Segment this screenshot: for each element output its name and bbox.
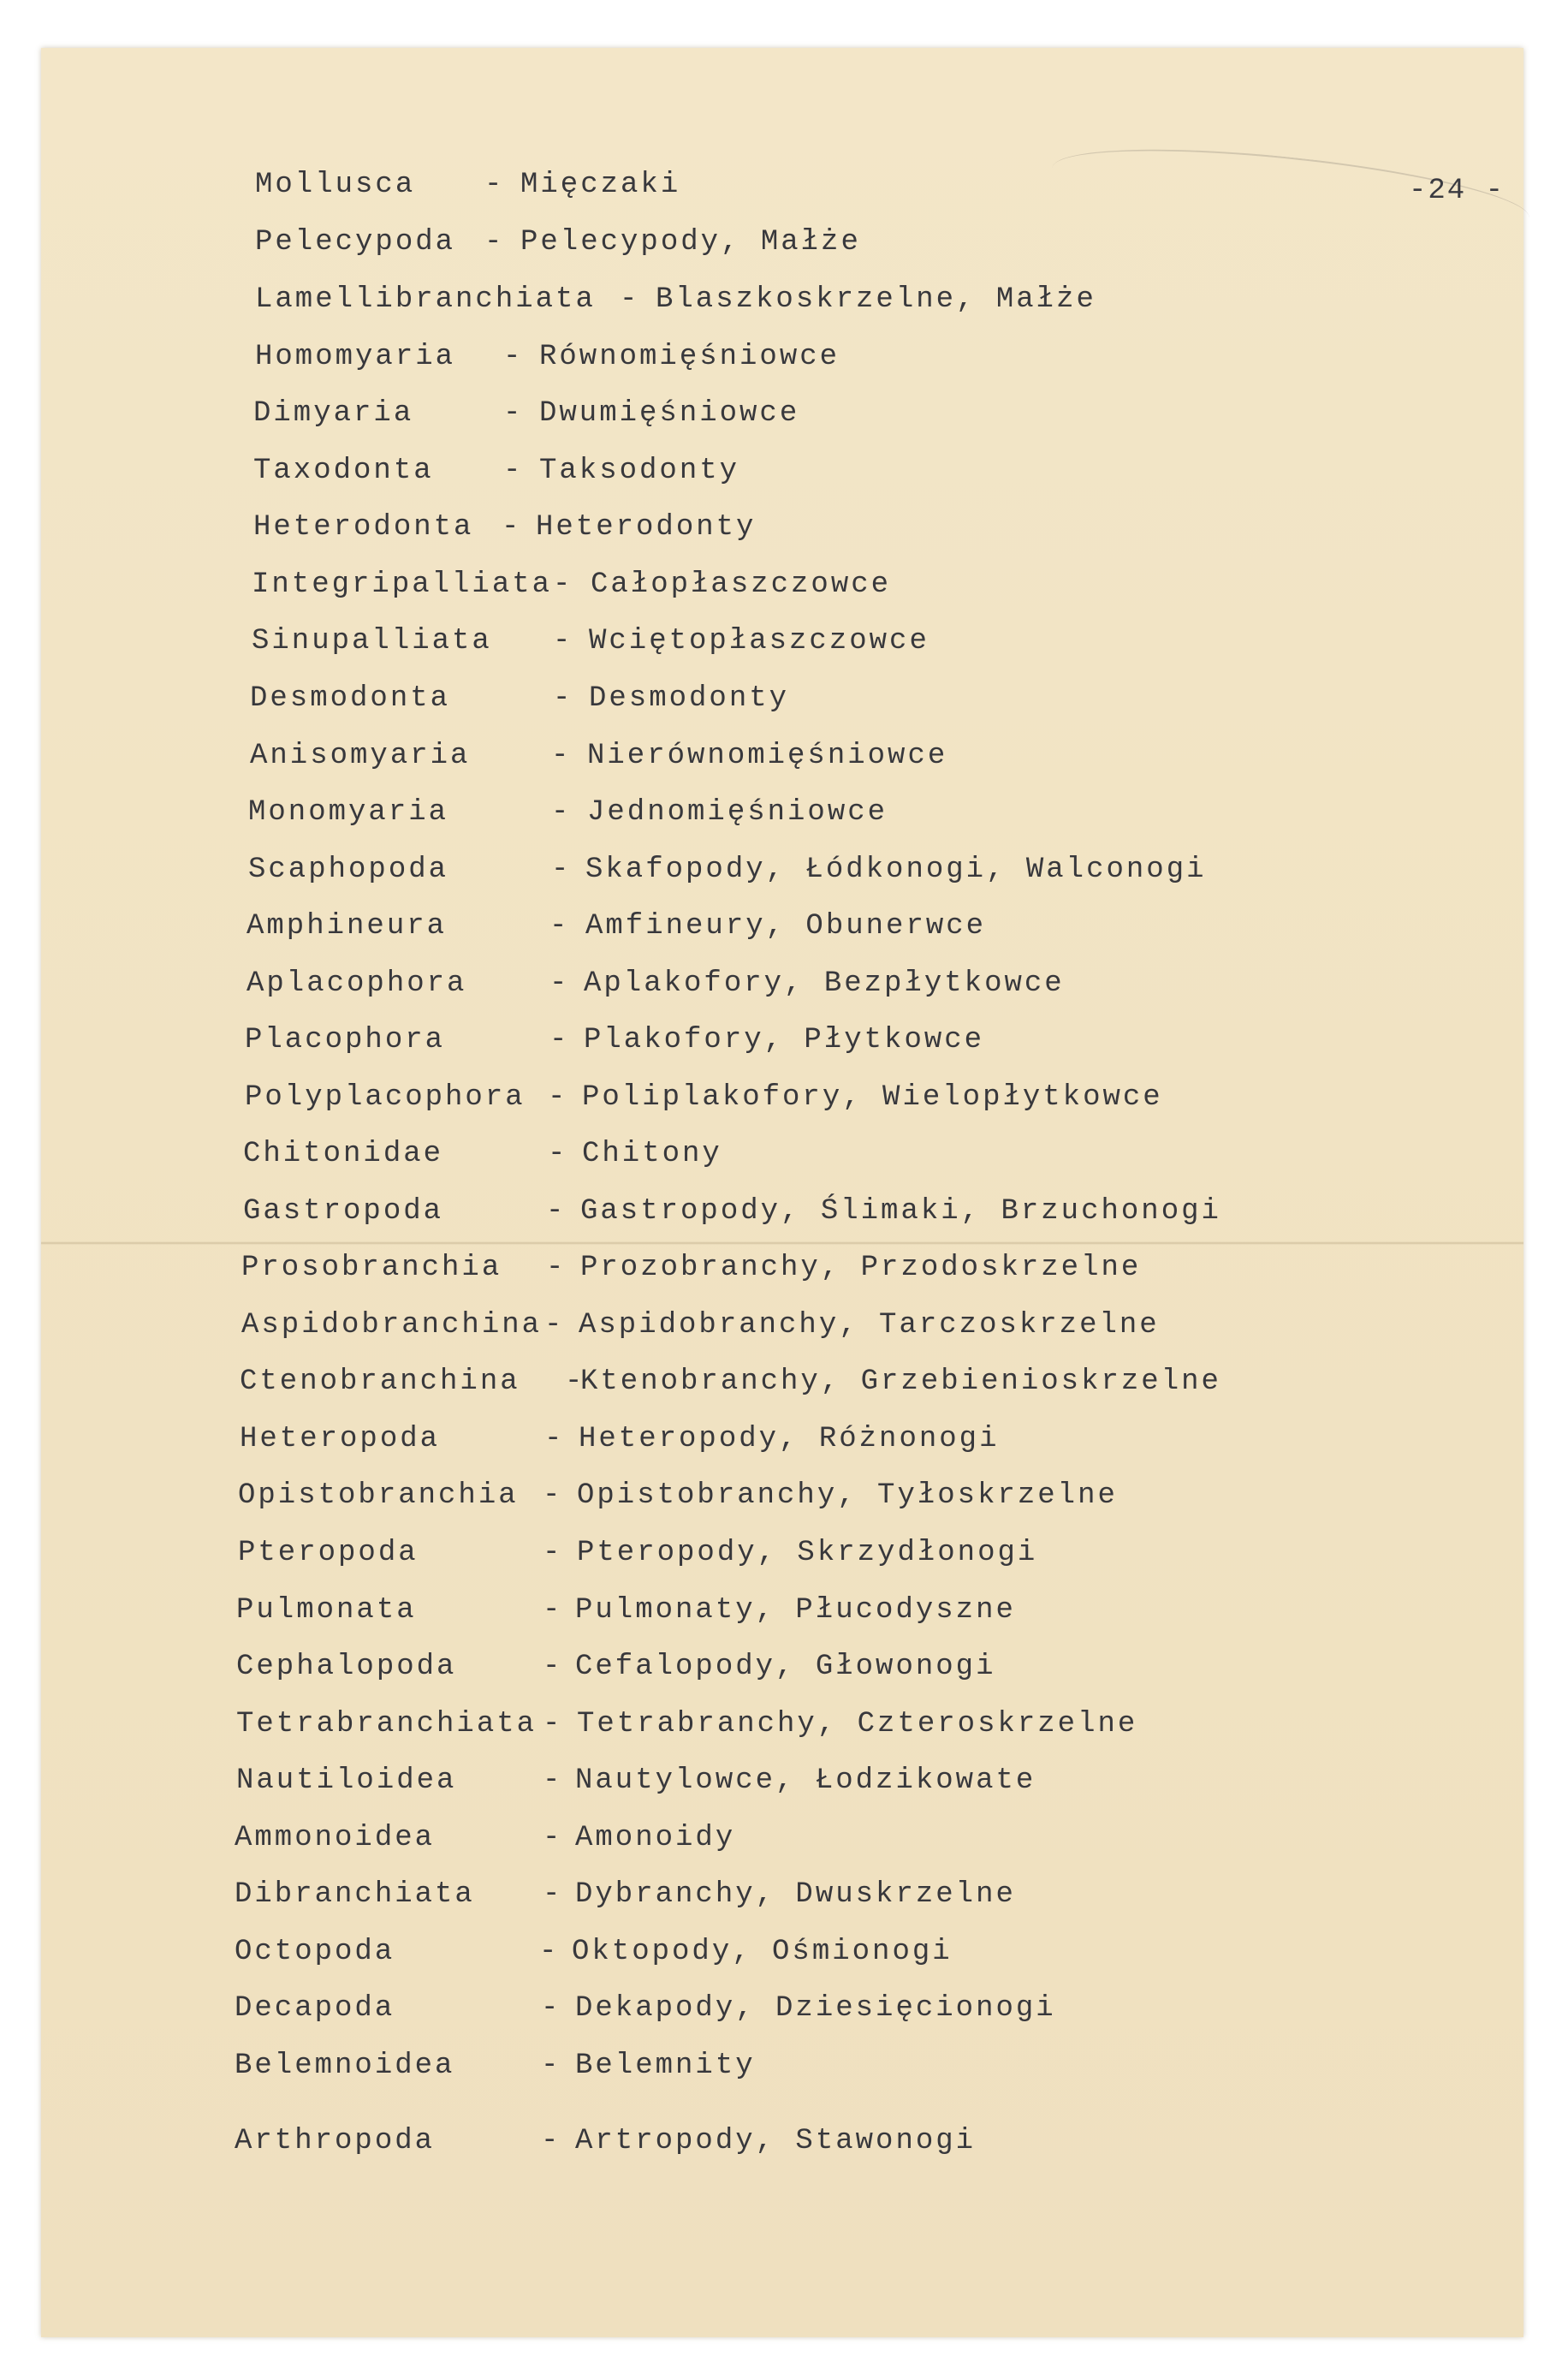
glossary-entry	[41, 1936, 1523, 1987]
separator: -	[546, 1252, 567, 1284]
glossary-entry	[41, 169, 1523, 220]
separator: -	[543, 1822, 563, 1854]
separator: -	[543, 1479, 563, 1512]
polish-translation: Nierównomięśniowce	[587, 740, 948, 772]
glossary-entry	[41, 1708, 1523, 1759]
separator: -	[543, 1537, 563, 1569]
latin-term: Dimyaria	[253, 397, 414, 430]
latin-term: Dibranchiata	[235, 1878, 475, 1911]
separator: -	[549, 910, 570, 943]
polish-translation: Opistobranchy, Tyłoskrzelne	[577, 1479, 1118, 1512]
glossary-entry	[41, 1081, 1523, 1133]
latin-term: Pteropoda	[238, 1537, 419, 1569]
separator: -	[553, 682, 573, 715]
separator: -	[565, 1366, 585, 1398]
polish-translation: Skafopody, Łódkonogi, Walconogi	[585, 854, 1207, 886]
latin-term: Homomyaria	[255, 341, 456, 373]
separator: -	[502, 511, 522, 544]
separator: -	[541, 2050, 561, 2082]
glossary-entry	[41, 1195, 1523, 1247]
separator: -	[546, 1195, 567, 1228]
separator: -	[543, 1651, 563, 1683]
polish-translation: Heterodonty	[536, 511, 757, 544]
latin-term: Lamellibranchiata	[255, 283, 596, 316]
glossary-entry	[41, 967, 1523, 1019]
glossary-entry	[41, 2050, 1523, 2101]
glossary-entry	[41, 455, 1523, 506]
glossary-entry	[41, 1594, 1523, 1645]
polish-translation: Nautylowce, Łodzikowate	[575, 1764, 1036, 1797]
polish-translation: Dwumięśniowce	[539, 397, 800, 430]
polish-translation: Dekapody, Dziesięcionogi	[575, 1992, 1056, 2025]
polish-translation: Aspidobranchy, Tarczoskrzelne	[579, 1309, 1160, 1342]
separator: -	[551, 740, 572, 772]
polish-translation: Artropody, Stawonogi	[575, 2125, 977, 2157]
latin-term: Scaphopoda	[248, 854, 449, 886]
glossary-entry	[41, 226, 1523, 277]
separator: -	[539, 1936, 560, 1968]
polish-translation: Oktopody, Ośmionogi	[572, 1936, 953, 1968]
latin-term: Desmodonta	[250, 682, 451, 715]
glossary-entry	[41, 682, 1523, 734]
separator: -	[551, 796, 572, 829]
separator: -	[553, 625, 573, 657]
glossary-entry	[41, 796, 1523, 848]
latin-term: Prosobranchia	[241, 1252, 502, 1284]
latin-term: Aspidobranchina	[241, 1309, 543, 1342]
separator: -	[503, 455, 524, 487]
separator: -	[620, 283, 640, 316]
glossary-list	[41, 48, 1523, 2337]
latin-term: Anisomyaria	[250, 740, 471, 772]
polish-translation: Całopłaszczowce	[591, 568, 892, 601]
latin-term: Ammonoidea	[235, 1822, 436, 1854]
polish-translation: Wciętopłaszczowce	[589, 625, 929, 657]
latin-term: Placophora	[245, 1024, 446, 1056]
polish-translation: Tetrabranchy, Czteroskrzelne	[577, 1708, 1138, 1740]
latin-term: Mollusca	[255, 169, 416, 201]
polish-translation: Ktenobranchy, Grzebienioskrzelne	[580, 1366, 1221, 1398]
polish-translation: Pelecypody, Małże	[520, 226, 861, 259]
separator: -	[541, 2125, 561, 2157]
glossary-entry	[41, 397, 1523, 449]
separator: -	[548, 1081, 568, 1114]
latin-term: Integripalliata	[252, 568, 553, 601]
separator: -	[543, 1764, 563, 1797]
polish-translation: Dybranchy, Dwuskrzelne	[575, 1878, 1016, 1911]
glossary-entry	[41, 1822, 1523, 1873]
glossary-entry	[41, 1878, 1523, 1930]
latin-term: Arthropoda	[235, 2125, 436, 2157]
latin-term: Chitonidae	[243, 1138, 444, 1170]
polish-translation: Poliplakofory, Wielopłytkowce	[582, 1081, 1163, 1114]
glossary-entry	[41, 1252, 1523, 1303]
latin-term: Belemnoidea	[235, 2050, 455, 2082]
polish-translation: Prozobranchy, Przodoskrzelne	[580, 1252, 1142, 1284]
glossary-entry	[41, 1423, 1523, 1474]
latin-term: Decapoda	[235, 1992, 395, 2025]
latin-term: Gastropoda	[243, 1195, 444, 1228]
polish-translation: Amfineury, Obunerwce	[585, 910, 987, 943]
glossary-entry	[41, 910, 1523, 961]
separator: -	[549, 1024, 570, 1056]
separator: -	[541, 1992, 561, 2025]
separator: -	[484, 169, 505, 201]
latin-term: Octopoda	[235, 1936, 395, 1968]
separator: -	[543, 1594, 563, 1627]
glossary-entry	[41, 568, 1523, 620]
separator: -	[503, 397, 524, 430]
separator: -	[543, 1878, 563, 1911]
latin-term: Pulmonata	[236, 1594, 417, 1627]
glossary-entry	[41, 283, 1523, 335]
polish-translation: Belemnity	[575, 2050, 756, 2082]
latin-term: Heterodonta	[253, 511, 474, 544]
polish-translation: Równomięśniowce	[539, 341, 840, 373]
polish-translation: Taksodonty	[539, 455, 740, 487]
glossary-entry	[41, 341, 1523, 392]
latin-term: Amphineura	[246, 910, 448, 943]
polish-translation: Chitony	[582, 1138, 722, 1170]
separator: -	[544, 1309, 565, 1342]
latin-term: Polyplacophora	[245, 1081, 526, 1114]
latin-term: Nautiloidea	[236, 1764, 457, 1797]
glossary-entry	[41, 854, 1523, 905]
polish-translation: Desmodonty	[589, 682, 790, 715]
latin-term: Pelecypoda	[255, 226, 456, 259]
latin-term: Cephalopoda	[236, 1651, 457, 1683]
glossary-entry	[41, 1309, 1523, 1360]
glossary-entry	[41, 740, 1523, 791]
separator: -	[551, 854, 572, 886]
glossary-entry	[41, 1992, 1523, 2044]
latin-term: Tetrabranchiata	[236, 1708, 537, 1740]
separator: -	[553, 568, 573, 601]
separator: -	[484, 226, 505, 259]
glossary-entry	[41, 1651, 1523, 1702]
typewritten-page	[41, 48, 1523, 2337]
polish-translation: Mięczaki	[520, 169, 681, 201]
separator: -	[543, 1708, 563, 1740]
latin-term: Sinupalliata	[252, 625, 492, 657]
separator: -	[548, 1138, 568, 1170]
polish-translation: Gastropody, Ślimaki, Brzuchonogi	[580, 1195, 1221, 1228]
separator: -	[544, 1423, 565, 1455]
polish-translation: Plakofory, Płytkowce	[584, 1024, 985, 1056]
glossary-entry	[41, 1479, 1523, 1531]
latin-term: Ctenobranchina	[240, 1366, 520, 1398]
polish-translation: Cefalopody, Głowonogi	[575, 1651, 996, 1683]
polish-translation: Amonoidy	[575, 1822, 736, 1854]
latin-term: Heteropoda	[240, 1423, 441, 1455]
glossary-entry	[41, 1764, 1523, 1816]
latin-term: Aplacophora	[246, 967, 467, 1000]
glossary-entry	[41, 1024, 1523, 1075]
page-number: -24 -	[1409, 175, 1506, 207]
latin-term: Monomyaria	[248, 796, 449, 829]
polish-translation: Blaszkoskrzelne, Małże	[656, 283, 1096, 316]
polish-translation: Pteropody, Skrzydłonogi	[577, 1537, 1038, 1569]
latin-term: Opistobranchia	[238, 1479, 519, 1512]
polish-translation: Aplakofory, Bezpłytkowce	[584, 967, 1065, 1000]
glossary-entry	[41, 1537, 1523, 1588]
latin-term: Taxodonta	[253, 455, 434, 487]
polish-translation: Jednomięśniowce	[587, 796, 888, 829]
glossary-entry	[41, 1366, 1523, 1417]
polish-translation: Heteropody, Różnonogi	[579, 1423, 1000, 1455]
separator: -	[503, 341, 524, 373]
separator: -	[549, 967, 570, 1000]
glossary-entry	[41, 1138, 1523, 1189]
polish-translation: Pulmonaty, Płucodyszne	[575, 1594, 1016, 1627]
glossary-entry	[41, 2125, 1523, 2176]
glossary-entry	[41, 511, 1523, 562]
glossary-entry	[41, 625, 1523, 676]
